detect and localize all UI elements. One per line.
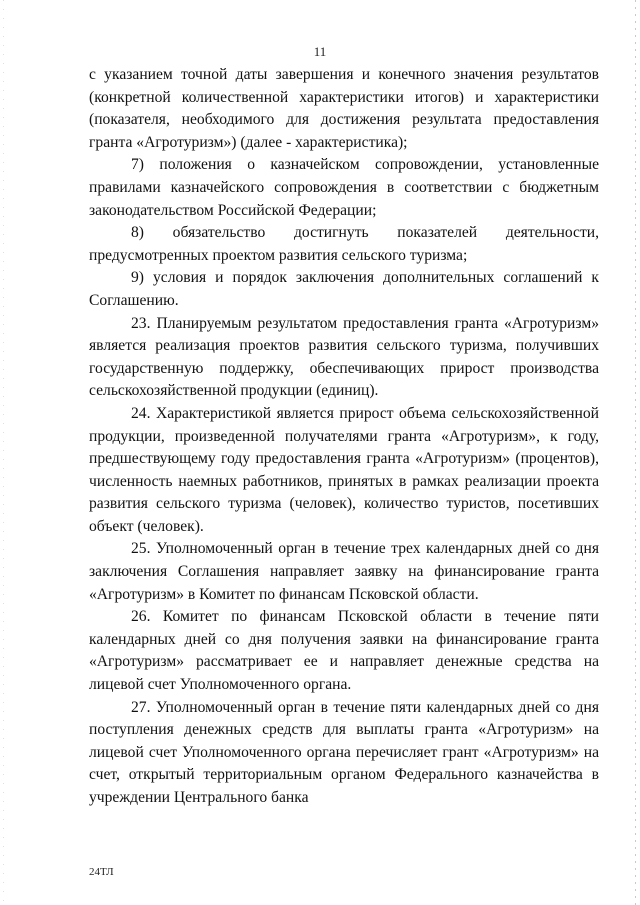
paragraph-item-8: 8) обязательство достигнуть показателей деятельности, предусмотренных проектом развития сельского туризма; [89,224,599,264]
scan-edge-right [635,0,636,905]
paragraph-clause-24: 24. Характеристикой является прирост объема сельскохозяйственной продукции, произведенной получателями гранта «Агротуризм», к году, предшествующему году предоставления гранта «Агротуризм» (процентов), численность наемных работников, принятых в рамках реализации проекта развития сельского туризма (человек), количество туристов, посетивших объект (человек). [89,404,599,535]
paragraph-item-9: 9) условия и порядок заключения дополнительных соглашений к Соглашению. [89,269,599,309]
page-number: 11 [313,44,327,59]
paragraph-item-7: 7) положения о казначейском сопровождении, установленные правилами казначейского сопровождения в соответствии с бюджетным законодательством Российской Федерации; [89,156,599,219]
scan-edge-left [3,0,4,905]
paragraph-clause-25: 25. Уполномоченный орган в течение трех календарных дней со дня заключения Соглашения направляет заявку на финансирование гранта «Агротуризм» в Комитет по финансам Псковской области. [89,540,599,603]
document-footer-code: 24ТЛ [89,866,114,878]
paragraph-clause-26: 26. Комитет по финансам Псковской области в течение пяти календарных дней со дня получения заявки на финансирование гранта «Агротуризм» рассматривает ее и направляет денежные средства на лицевой счет Уполномоченного органа. [89,608,599,694]
paragraph-continuation: с указанием точной даты завершения и конечного значения результатов (конкретной количественной характеристики итогов) и характеристики (показателя, необходимого для достижения результата предоставления гранта «Агротуризм») (далее - характеристика); [89,66,599,151]
paragraph-clause-27: 27. Уполномоченный орган в течение пяти календарных дней со дня поступления денежных средств для выплаты гранта «Агротуризм» на лицевой счет Уполномоченного органа перечисляет грант «Агротуризм» на счет, открытый территориальным органом Федерального казначейства в учреждении Центрального банка [89,698,599,806]
paragraph-clause-23: 23. Планируемым результатом предоставления гранта «Агротуризм» является реализация проектов развития сельского туризма, получивших государственную поддержку, обеспечивающих прирост производства сельскохозяйственной продукции (единиц). [89,314,599,400]
document-body [89,64,599,810]
